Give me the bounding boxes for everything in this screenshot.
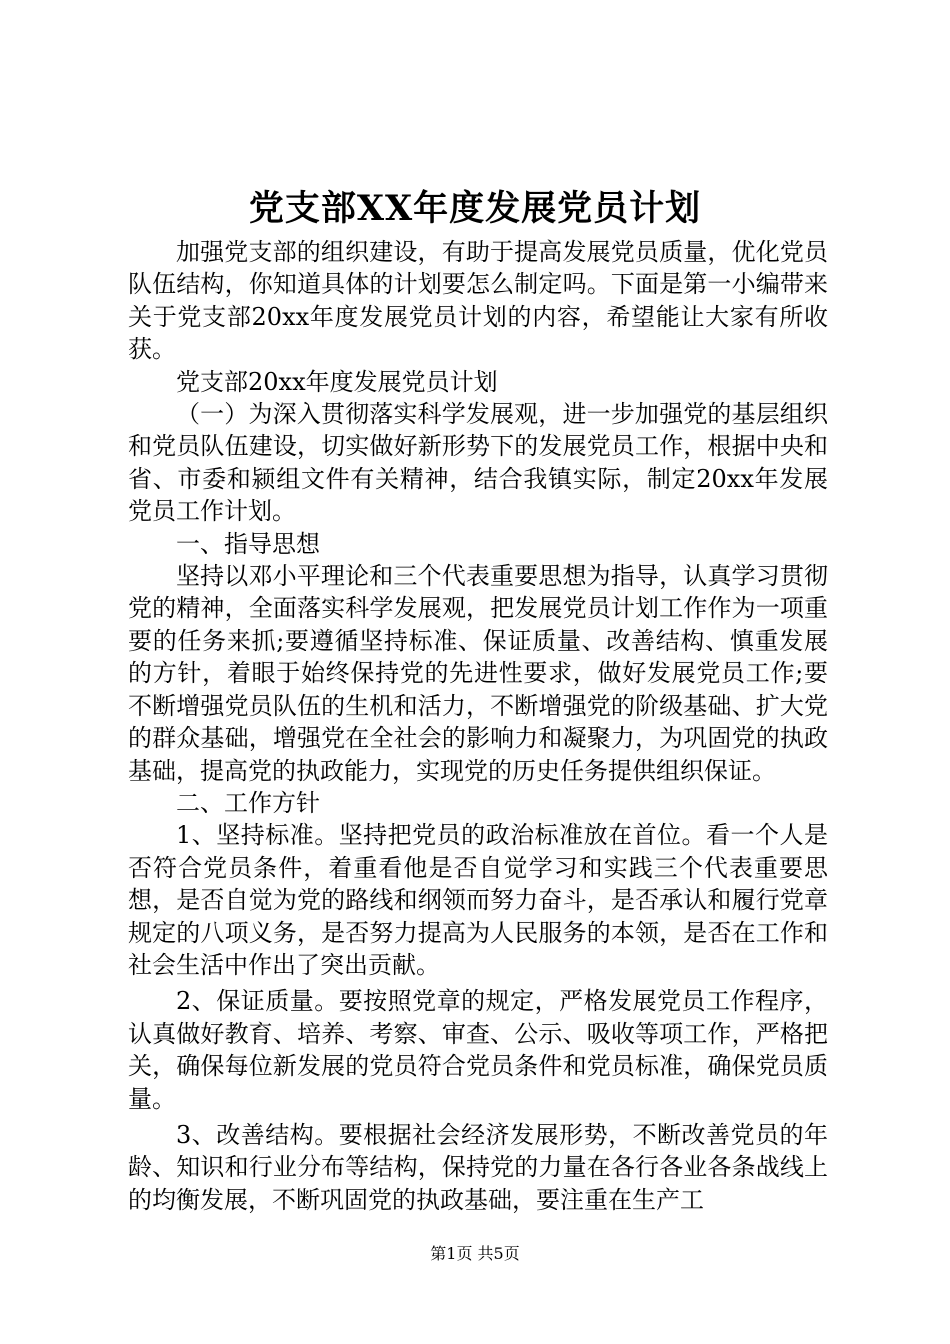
document-title: 党支部XX年度发展党员计划 bbox=[248, 188, 702, 229]
heading-work-policy: 二、工作方针 bbox=[176, 788, 320, 817]
paragraph-adhere-standards: 1、坚持标准。坚持把党员的政治标准放在首位。看一个人是否符合党员条件，着重看他是否自觉学习和实践三个代表重要思想，是否自觉为党的路线和纲领而努力奋斗，是否承认和履行党章规定的八项义务，是否努力提高为人民服务的本领，是否在工作和社会生活中作出了突出贡献。 bbox=[128, 821, 828, 979]
paragraph-improve-structure: 3、改善结构。要根据社会经济发展形势，不断改善党员的年龄、知识和行业分布等结构，保持党的力量在各行各业各条战线上的均衡发展，不断巩固党的执政基础，要注重在生产工 bbox=[128, 1120, 828, 1214]
paragraph-intro: 加强党支部的组织建设，有助于提高发展党员质量，优化党员队伍结构，你知道具体的计划要怎么制定吗。下面是第一小编带来关于党支部20xx年度发展党员计划的内容，希望能让大家有所收获。 bbox=[128, 238, 828, 364]
paragraph-ensure-quality: 2、保证质量。要按照党章的规定，严格发展党员工作程序，认真做好教育、培养、考察、审查、公示、吸收等项工作，严格把关，确保每位新发展的党员符合党员条件和党员标准，确保党员质量。 bbox=[128, 987, 828, 1113]
heading-guiding-ideology: 一、指导思想 bbox=[176, 529, 320, 558]
paragraph-guiding-ideology: 坚持以邓小平理论和三个代表重要思想为指导，认真学习贯彻党的精神，全面落实科学发展观，把发展党员计划工作作为一项重要的任务来抓;要遵循坚持标准、保证质量、改善结构、慎重发展的方针，着眼于始终保持党的先进性要求，做好发展党员工作;要不断增强党员队伍的生机和活力，不断增强党的阶级基础、扩大党的群众基础，增强党在全社会的影响力和凝聚力，为巩固党的执政基础，提高党的执政能力，实现党的历史任务提供组织保证。 bbox=[128, 562, 828, 785]
page-footer: 第1页 共5页 bbox=[430, 1244, 520, 1263]
document-body bbox=[128, 236, 828, 1216]
paragraph-section-one: （一）为深入贯彻落实科学发展观，进一步加强党的基层组织和党员队伍建设，切实做好新形势下的发展党员工作，根据中央和省、市委和颍组文件有关精神，结合我镇实际，制定20xx年发展党员工作计划。 bbox=[128, 400, 828, 526]
paragraph-subtitle: 党支部20xx年度发展党员计划 bbox=[176, 367, 498, 396]
